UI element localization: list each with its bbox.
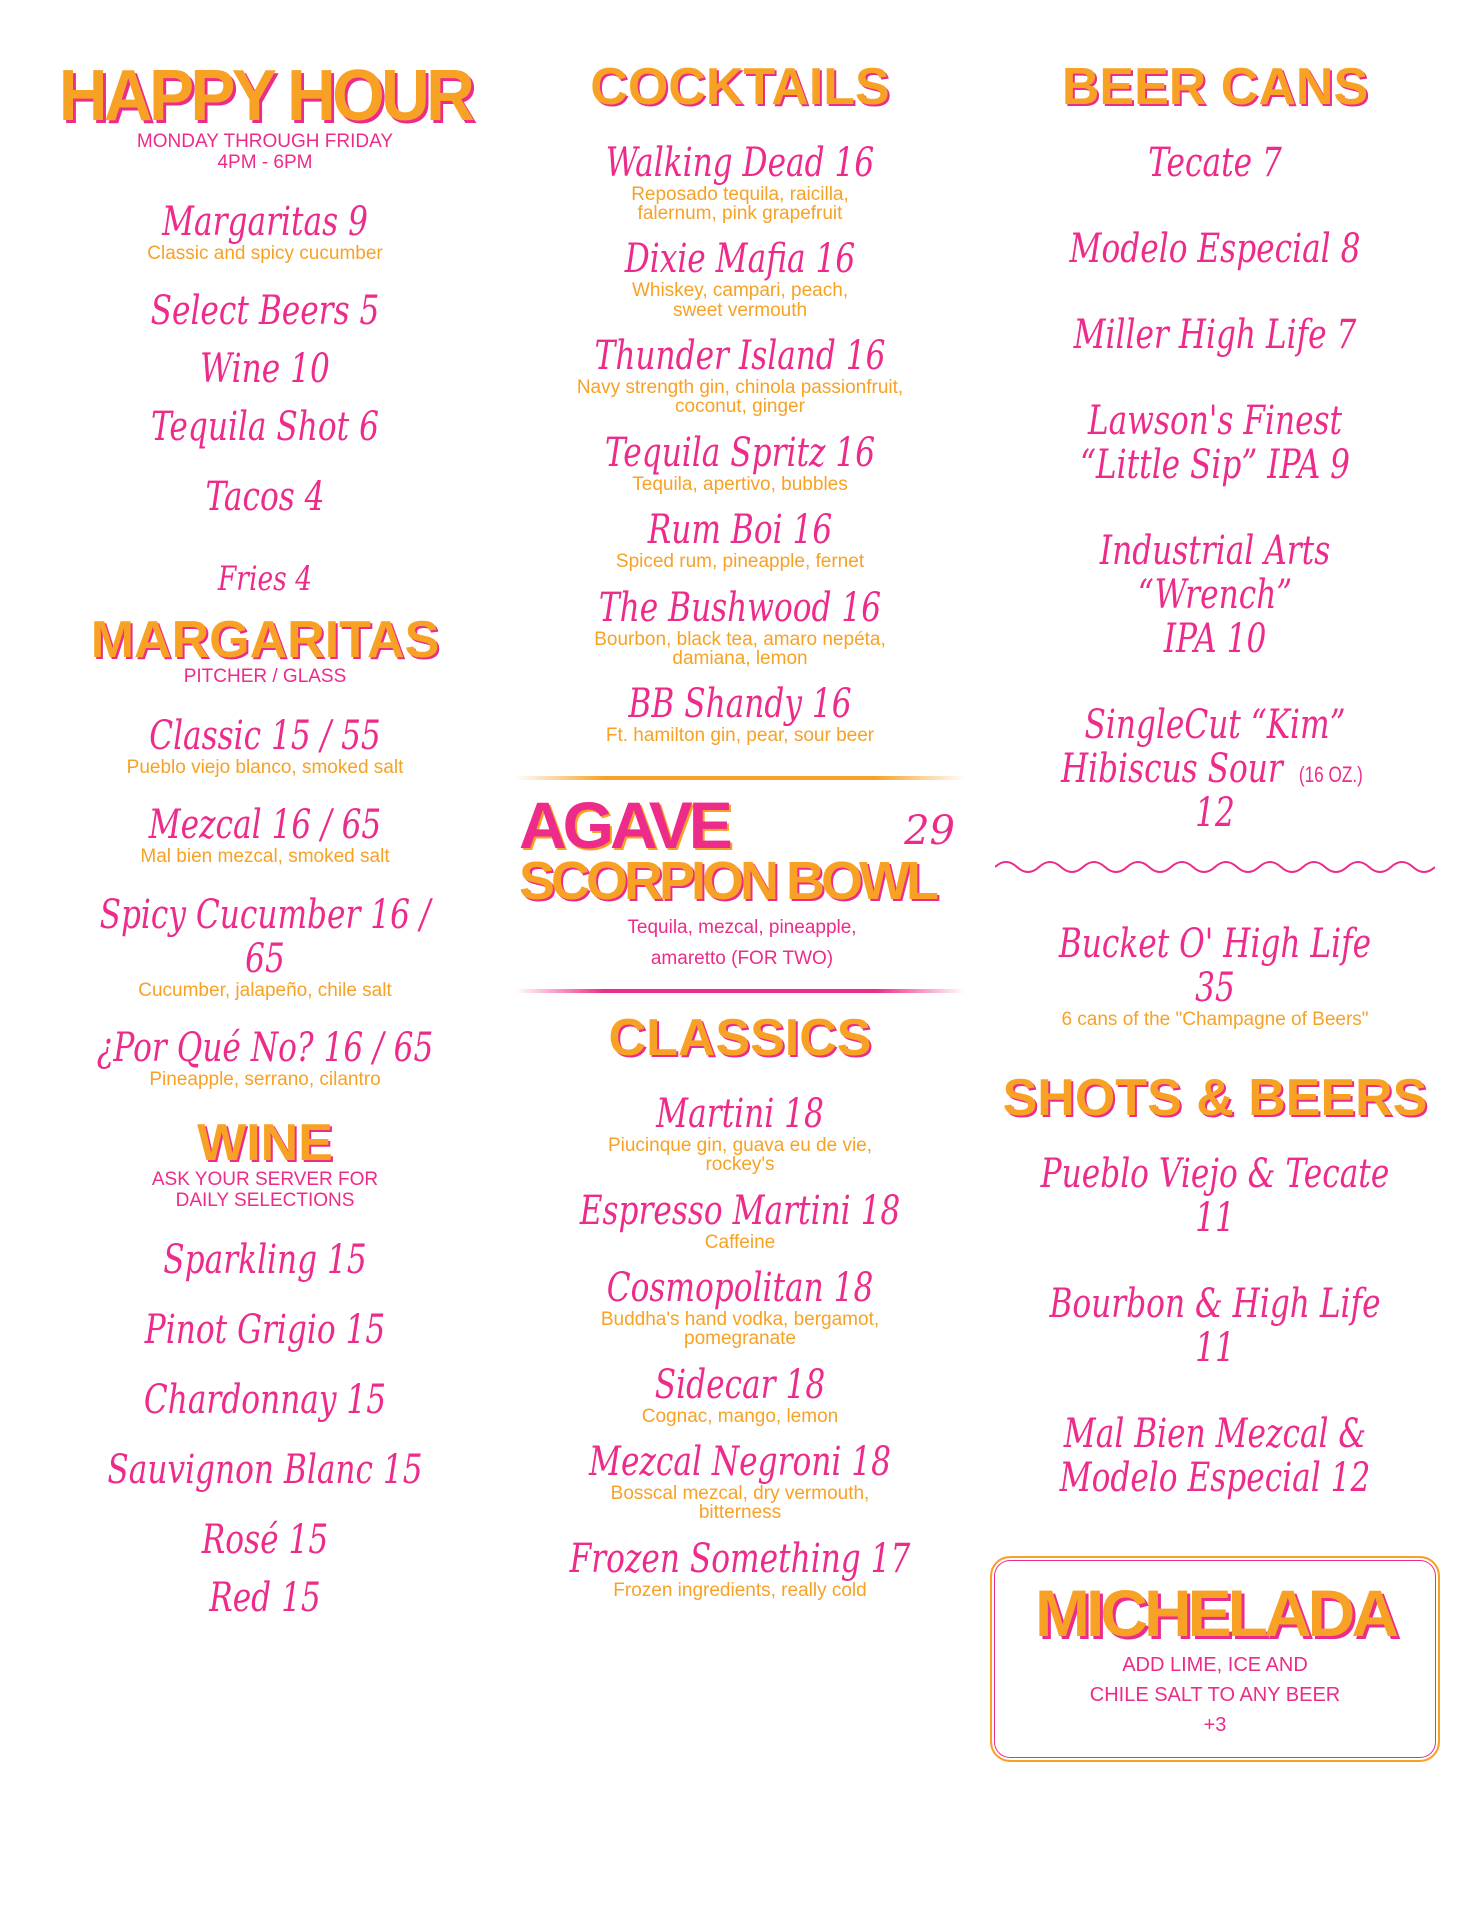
menu-item: Chardonnay 15 <box>143 1376 387 1423</box>
item-description: Cucumber, jalapeño, chile salt <box>138 979 392 1001</box>
menu-item: SingleCut “Kim” <box>1084 701 1346 748</box>
menu-item: Sparkling 15 <box>163 1236 367 1283</box>
item-description: Pueblo viejo blanco, smoked salt <box>126 757 404 779</box>
column-center <box>515 60 965 1600</box>
item-description: Navy strength gin, chinola passionfruit, <box>576 377 904 399</box>
item-description: Spiced rum, pineapple, fernet <box>615 551 865 573</box>
column-right <box>990 60 1440 1762</box>
menu-item: Tequila Spritz 16 <box>604 429 876 476</box>
menu-item-line-2: “Little Sip” IPA 9 <box>1079 441 1351 488</box>
menu-item: Mal Bien Mezcal & <box>1063 1410 1367 1457</box>
menu-item: Thunder Island 16 <box>594 333 886 380</box>
menu-item: Margaritas 9 <box>162 198 368 245</box>
beer-name: Hibiscus Sour <box>1060 745 1283 792</box>
menu-item-line-2 <box>1040 747 1391 835</box>
item-description: sweet vermouth <box>672 299 808 321</box>
divider <box>515 776 965 780</box>
menu-item: Tequila Shot 6 <box>151 404 379 451</box>
beer-cans-title: BEER CANS <box>1061 58 1369 116</box>
menu-item: Tecate 7 <box>1148 139 1282 186</box>
menu-item: Modelo Especial 8 <box>1069 225 1361 272</box>
menu-item: Mezcal 16 / 65 <box>148 802 382 849</box>
menu-item: Rosé 15 <box>201 1516 329 1563</box>
item-description: Buddha's hand vodka, bergamot, <box>600 1308 880 1330</box>
size-note: (16 OZ.) <box>1298 761 1363 787</box>
menu-item: Martini 18 <box>656 1090 824 1137</box>
menu-item: Red 15 <box>209 1574 321 1621</box>
item-description: damiana, lemon <box>672 647 808 669</box>
menu-item: ¿Por Qué No? 16 / 65 <box>96 1025 434 1072</box>
michelada-title: MICHELADA <box>1035 1575 1395 1650</box>
menu-item: Industrial Arts “Wrench” <box>1099 527 1331 618</box>
menu-item-line-2: IPA 10 <box>1163 615 1267 662</box>
classics-title: CLASSICS <box>608 1009 872 1068</box>
menu-item: Pinot Grigio 15 <box>144 1306 386 1353</box>
happy-hour-title: HAPPY HOUR <box>58 56 472 136</box>
item-description: Tequila, apertivo, bubbles <box>632 473 848 495</box>
item-description: Piucinque gin, guava eu de vie, <box>607 1134 873 1156</box>
beer-price: 12 <box>1195 789 1235 836</box>
menu-item: Classic 15 / 55 <box>149 713 381 760</box>
menu-item: BB Shandy 16 <box>628 681 852 728</box>
item-description: bitterness <box>698 1502 782 1524</box>
item-description: falernum, pink grapefruit <box>637 202 843 224</box>
item-description: Whiskey, campari, peach, <box>631 280 849 302</box>
michelada-price: +3 <box>1203 1713 1227 1736</box>
menu-item: The Bushwood 16 <box>598 584 882 631</box>
michelada-line-1: ADD LIME, ICE AND <box>1122 1653 1308 1676</box>
shots-beers-title: SHOTS & BEERS <box>1002 1068 1428 1127</box>
menu-item: Wine 10 <box>200 346 330 393</box>
item-description: Caffeine <box>704 1231 776 1253</box>
menu-item: Cosmopolitan 18 <box>606 1264 874 1311</box>
menu-item: Dixie Mafia 16 <box>624 236 856 283</box>
menu-item: Frozen Something 17 <box>569 1535 911 1582</box>
wine-title: WINE <box>197 1113 333 1172</box>
agave-description-2: amaretto (FOR TWO) <box>650 948 834 970</box>
margaritas-subtitle: PITCHER / GLASS <box>183 666 347 688</box>
item-description: rockey's <box>705 1154 775 1176</box>
wavy-divider <box>995 857 1435 877</box>
wine-subtitle-2: DAILY SELECTIONS <box>175 1190 355 1212</box>
agave-description-1: Tequila, mezcal, pineapple, <box>627 916 857 938</box>
agave-title: AGAVE <box>519 787 729 862</box>
menu-item: Fries 4 <box>217 559 313 600</box>
item-description: Mal bien mezcal, smoked salt <box>140 846 390 868</box>
item-description: Bourbon, black tea, amaro nepéta, <box>594 628 886 650</box>
menu-item: Miller High Life 7 <box>1073 311 1357 358</box>
menu-item: Sauvignon Blanc 15 <box>107 1446 423 1493</box>
scorpion-bowl-title: SCORPION BOWL <box>519 851 935 912</box>
michelada-line-2: CHILE SALT TO ANY BEER <box>1089 1683 1341 1706</box>
menu-item: Pueblo Viejo & Tecate 11 <box>1040 1150 1390 1241</box>
item-description: Classic and spicy cucumber <box>147 242 383 264</box>
item-description: Reposado tequila, raicilla, <box>631 183 849 205</box>
menu-item: Mezcal Negroni 18 <box>589 1439 891 1486</box>
wine-subtitle-1: ASK YOUR SERVER FOR <box>151 1169 379 1191</box>
happy-hour-time: 4PM - 6PM <box>217 151 313 173</box>
menu-item: Bucket O' High Life 35 <box>1058 920 1372 1011</box>
menu-item-line-2: Modelo Especial 12 <box>1059 1454 1371 1501</box>
item-description: Pineapple, serrano, cilantro <box>149 1069 381 1091</box>
agave-feature <box>515 787 965 971</box>
agave-price: 29 <box>904 807 955 854</box>
menu-item: Walking Dead 16 <box>605 139 875 186</box>
menu-item: Spicy Cucumber 16 / 65 <box>99 891 431 982</box>
menu-item: Select Beers 5 <box>150 288 380 335</box>
item-description: Bosscal mezcal, dry vermouth, <box>610 1483 870 1505</box>
menu-item: Tacos 4 <box>205 474 325 521</box>
item-description: 6 cans of the "Champagne of Beers" <box>1061 1008 1369 1030</box>
menu-item: Sidecar 18 <box>654 1361 826 1408</box>
item-description: Frozen ingredients, really cold <box>613 1579 867 1601</box>
happy-hour-days: MONDAY THROUGH FRIDAY <box>136 131 394 152</box>
menu-item: Lawson's Finest <box>1087 397 1343 444</box>
cocktails-title: COCKTAILS <box>590 58 890 116</box>
margaritas-title: MARGARITAS <box>90 610 440 669</box>
item-description: Ft. hamilton gin, pear, sour beer <box>605 725 875 747</box>
menu-item: Bourbon & High Life 11 <box>1049 1280 1381 1371</box>
item-description: Cognac, mango, lemon <box>641 1405 839 1427</box>
item-description: pomegranate <box>684 1328 796 1350</box>
menu-item: Rum Boi 16 <box>647 507 833 554</box>
michelada-box <box>990 1556 1440 1762</box>
item-description: coconut, ginger <box>675 396 805 418</box>
divider <box>515 989 965 993</box>
menu-item: Espresso Martini 18 <box>579 1187 901 1234</box>
column-left <box>45 56 485 1621</box>
